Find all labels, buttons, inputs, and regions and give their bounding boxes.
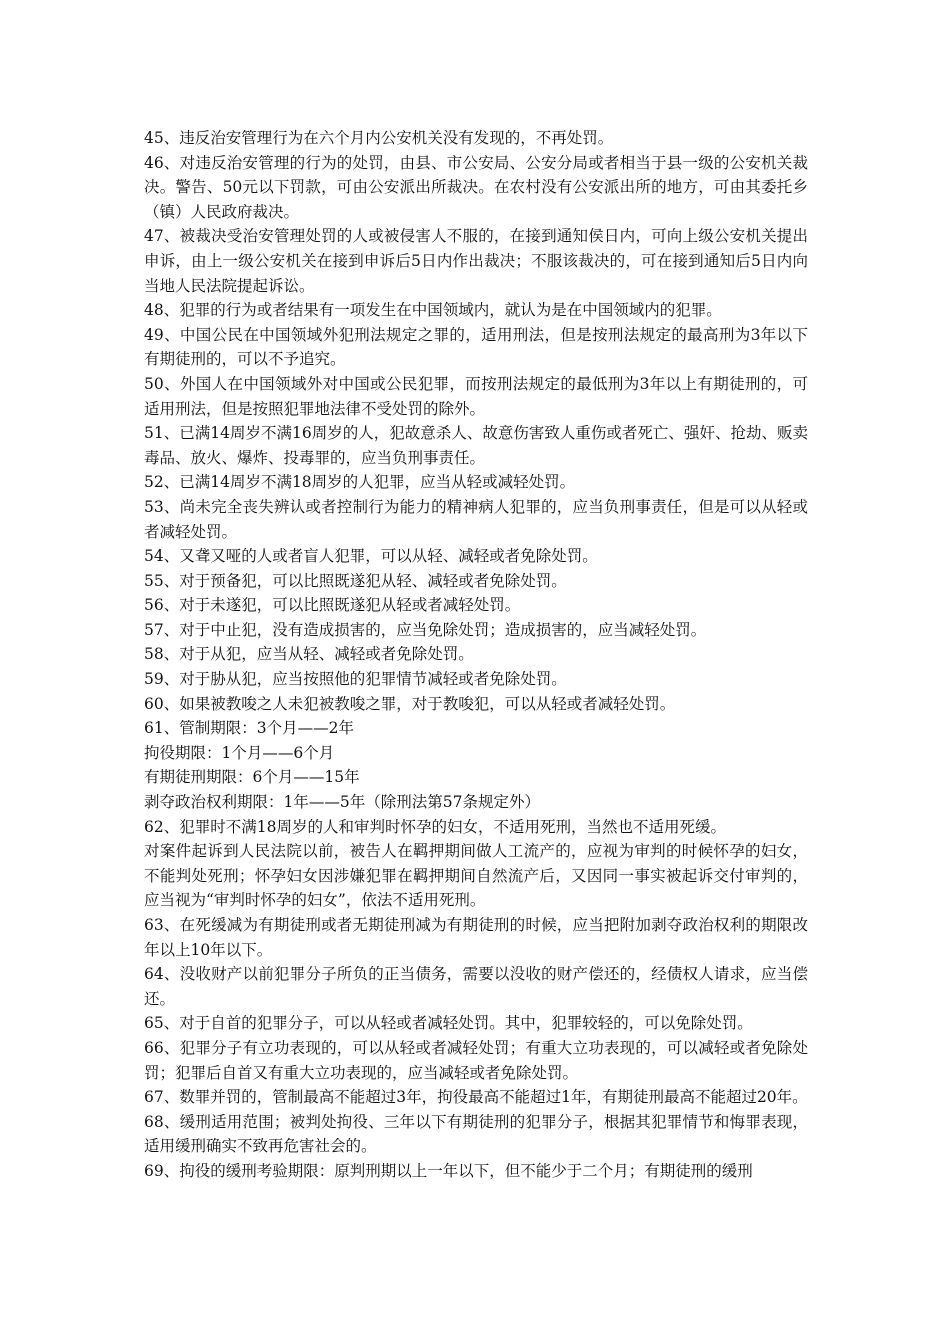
paragraph-58: 58、对于从犯，应当从轻、减轻或者免除处罚。 — [144, 645, 474, 664]
paragraph-47: 47、被裁决受治安管理处罚的人或被侵害人不服的，在接到通知侯日内，可向上级公安机关提出申诉，由上一级公安机关在接到申诉后5日内作出裁决；不服该裁决的，可在接到通知后5日内向当地人民法院提起诉讼。 — [144, 227, 808, 295]
paragraph-67: 67、数罪并罚的，管制最高不能超过3年，拘役最高不能超过1年，有期徒刑最高不能超过20年。 — [144, 1088, 808, 1107]
paragraph-45: 45、违反治安管理行为在六个月内公安机关没有发现的，不再处罚。 — [144, 129, 614, 147]
paragraph-61-control-term: 61、管制期限：3个月——2年 — [144, 719, 354, 738]
paragraph-46: 46、对违反治安管理的行为的处罚，由县、市公安局、公安分局或者相当于县一级的公安机关裁决。警告、50元以下罚款，可由公安派出所裁决。在农村没有公安派出所的地方，可由其委托乡（镇）人民政府裁决。 — [144, 153, 808, 221]
paragraph-52: 52、已满14周岁不满18周岁的人犯罪，应当从轻或减轻处罚。 — [144, 473, 576, 492]
paragraph-63: 63、在死缓减为有期徒刑或者无期徒刑减为有期徒刑的时候，应当把附加剥夺政治权利的期限改年以上10年以下。 — [144, 916, 808, 959]
paragraph-69: 69、拘役的缓刑考验期限：原判刑期以上一年以下，但不能少于二个月；有期徒刑的缓刑 — [144, 1161, 753, 1180]
paragraph-56: 56、对于未遂犯，可以比照既遂犯从轻或者减轻处罚。 — [144, 596, 521, 615]
paragraph-50: 50、外国人在中国领域外对中国或公民犯罪，而按刑法规定的最低刑为3年以上有期徒刑的，可适用刑法，但是按照犯罪地法律不受处罚的除外。 — [144, 374, 808, 418]
paragraph-65: 65、对于自首的犯罪分子，可以从轻或者减轻处罚。其中，犯罪较轻的，可以免除处罚。 — [144, 1014, 753, 1033]
paragraph-54: 54、又聋又哑的人或者盲人犯罪，可以从轻、减轻或者免除处罚。 — [144, 547, 598, 566]
paragraph-53: 53、尚未完全丧失辨认或者控制行为能力的精神病人犯罪的，应当负刑事责任，但是可以从轻或者减轻处罚。 — [144, 497, 808, 541]
paragraph-62-note: 对案件起诉到人民法院以前，被告人在羁押期间做人工流产的，应视为审判的时候怀孕的妇女，不能判处死刑；怀孕妇女因涉嫌犯罪在羁押期间自然流产后，又因同一事实被起诉交付审判的，应当视为“审判时怀孕的妇女”，依法不适用死刑。 — [144, 842, 808, 910]
paragraph-51: 51、已满14周岁不满16周岁的人，犯故意杀人、故意伤害致人重伤或者死亡、强奸、抢劫、贩卖毒品、放火、爆炸、投毒罪的，应当负刑事责任。 — [144, 424, 808, 467]
paragraph-66: 66、犯罪分子有立功表现的，可以从轻或者减轻处罚；有重大立功表现的，可以减轻或者免除处罚；犯罪后自首又有重大立功表现的，应当减轻或者免除处罚。 — [144, 1038, 808, 1082]
paragraph-57: 57、对于中止犯，没有造成损害的，应当免除处罚；造成损害的，应当减轻处罚。 — [144, 620, 707, 639]
paragraph-55: 55、对于预备犯，可以比照既遂犯从轻、减轻或者免除处罚。 — [144, 571, 567, 590]
paragraph-61-deprivation-term: 剥夺政治权利期限：1年——5年（除刑法第57条规定外） — [144, 793, 540, 812]
paragraph-61-fixed-term: 有期徒刑期限：6个月——15年 — [144, 768, 360, 787]
paragraph-60: 60、如果被教唆之人未犯被教唆之罪，对于教唆犯，可以从轻或者减轻处罚。 — [144, 694, 676, 713]
paragraph-68: 68、缓刑适用范围；被判处拘役、三年以下有期徒刑的犯罪分子，根据其犯罪情节和悔罪表现，适用缓刑确实不致再危害社会的。 — [144, 1112, 808, 1156]
paragraph-62: 62、犯罪时不满18周岁的人和审判时怀孕的妇女，不适用死刑，当然也不适用死缓。 — [144, 817, 726, 836]
paragraph-64: 64、没收财产以前犯罪分子所负的正当债务，需要以没收的财产偿还的，经债权人请求，应当偿还。 — [144, 965, 808, 1008]
paragraph-59: 59、对于胁从犯，应当按照他的犯罪情节减轻或者免除处罚。 — [144, 670, 567, 689]
paragraph-48: 48、犯罪的行为或者结果有一项发生在中国领域内，就认为是在中国领域内的犯罪。 — [144, 301, 722, 320]
paragraph-61-detention-term: 拘役期限：1个月——6个月 — [144, 743, 335, 762]
paragraph-49: 49、中国公民在中国领域外犯刑法规定之罪的，适用刑法，但是按刑法规定的最高刑为3年以下有期徒刑的，可以不予追究。 — [144, 325, 808, 369]
document-page — [144, 126, 808, 1184]
